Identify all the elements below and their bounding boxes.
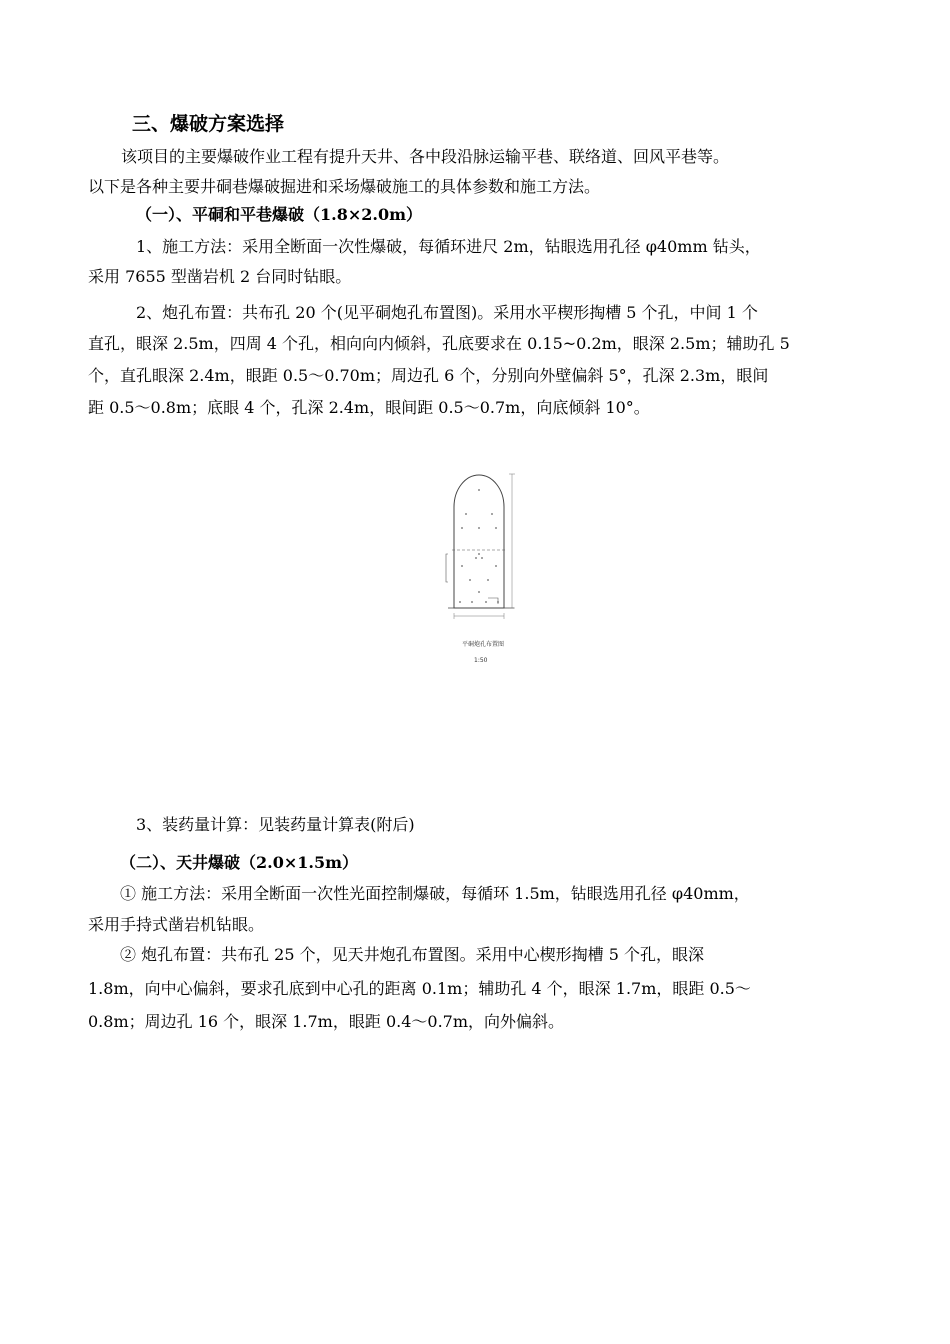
raise-holes-line-2: 1.8m，向中心偏斜，要求孔底到中心孔的距离 0.1m；辅助孔 4 个，眼深 1.7m，眼距 0.5～	[88, 979, 751, 998]
raise-method-line-2: 采用手持式凿岩机钻眼。	[88, 915, 265, 934]
method-line-1: 1、施工方法：采用全断面一次性爆破，每循环进尺 2m，钻眼选用孔径 φ40mm 钻头，	[136, 237, 761, 256]
holes-line-3: 个，直孔眼深 2.4m，眼距 0.5～0.70m；周边孔 6 个，分别向外壁偏斜 5°，孔深 2.3m，眼间	[88, 366, 769, 385]
section-title: 三、爆破方案选择	[132, 113, 285, 135]
intro-line-2: 以下是各种主要井硐巷爆破掘进和采场爆破施工的具体参数和施工方法。	[88, 177, 601, 196]
subsection-1-title: （一）、平硐和平巷爆破（1.8×2.0m）	[136, 205, 423, 224]
charge-calc-line: 3、装药量计算：见装药量计算表(附后)	[136, 815, 415, 834]
intro-line-1: 该项目的主要爆破作业工程有提升天井、各中段沿脉运输平巷、联络道、回风平巷等。	[121, 147, 730, 166]
method-line-2: 采用 7655 型凿岩机 2 台同时钻眼。	[88, 267, 352, 286]
raise-holes-line-3: 0.8m；周边孔 16 个，眼深 1.7m，眼距 0.4～0.7m，向外偏斜。	[88, 1012, 565, 1031]
adit-section-drawing	[440, 462, 530, 672]
holes-line-2: 直孔，眼深 2.5m，四周 4 个孔，相向向内倾斜，孔底要求在 0.15~0.2m，眼深 2.5m；辅助孔 5	[88, 334, 790, 353]
figure-caption: 平硐炮孔布置图	[462, 641, 505, 648]
raise-method-line-1: ① 施工方法：采用全断面一次性光面控制爆破，每循环 1.5m，钻眼选用孔径 φ40mm，	[120, 884, 750, 903]
subsection-2-title: （二）、天井爆破（2.0×1.5m）	[120, 853, 359, 872]
raise-holes-line-1: ② 炮孔布置：共布孔 25 个，见天井炮孔布置图。采用中心楔形掏槽 5 个孔，眼深	[120, 945, 704, 964]
figure-scale: 1:50	[474, 657, 488, 664]
holes-line-4: 距 0.5～0.8m；底眼 4 个，孔深 2.4m，眼间距 0.5～0.7m，向底倾斜 10°。	[88, 398, 650, 417]
holes-line-1: 2、炮孔布置：共布孔 20 个(见平硐炮孔布置图)。采用水平楔形掏槽 5 个孔，中间 1 个	[136, 303, 758, 322]
adit-blasthole-figure	[440, 462, 530, 672]
